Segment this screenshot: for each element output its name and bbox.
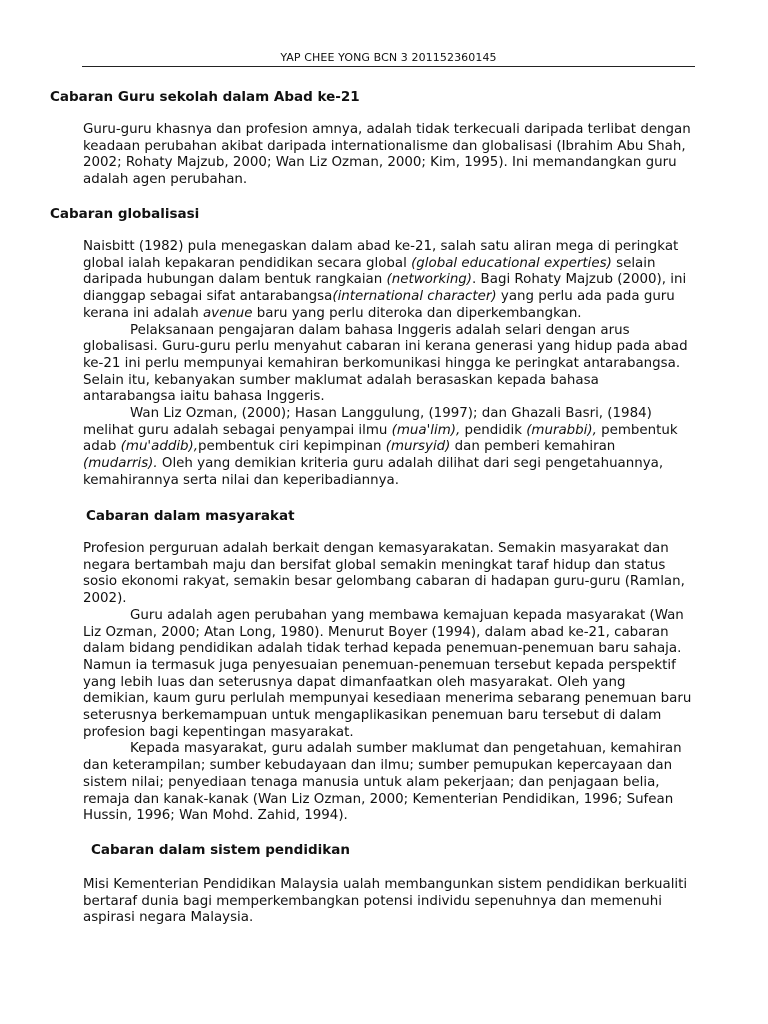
paragraph: Guru-guru khasnya dan profesion amnya, adalah tidak terkecuali daripada terlibat dengan keadaan perubahan akibat daripada internationalisme dan globalisasi (Ibrahim Abu Shah, 2002; Rohaty Majzub, 2000; Wan Liz Ozman, 2000; Kim, 1995). Ini memandangkan guru adalah agen perubahan. [83,122,691,188]
page-header: YAP CHEE YONG BCN 3 201152360145 [280,51,497,64]
section-heading: Cabaran Guru sekolah dalam Abad ke-21 [50,89,360,105]
paragraph: Guru adalah agen perubahan yang membawa kemajuan kepada masyarakat (Wan Liz Ozman, 2000; Atan Long, 1980). Menurut Boyer (1994), dalam abad ke-21, cabaran dalam bidang pendidikan adalah tidak terhad kepada penemuan-penemuan baru sahaja. Namun ia termasuk juga penyesuaian penemuan-penemuan tersebut kepada perspektif yang lebih luas dan seterusnya dapat dimanfaatkan oleh masyarakat. Oleh yang demikian, kaum guru perlulah mempunyai kesediaan menerima sebarang penemuan baru seterusnya berkemampuan untuk mengaplikasikan penemuan baru tersebut di dalam profesion bagi kepentingan masyarakat. [83,607,692,740]
paragraph: Profesion perguruan adalah berkait dengan kemasyarakatan. Semakin masyarakat dan negara bertambah maju dan bersifat global semakin meningkat taraf hidup dan status sosio ekonomi rakyat, semakin besar gelombang cabaran di hadapan guru-guru (Ramlan, 2002). [83,541,685,607]
paragraph: Naisbitt (1982) pula menegaskan dalam abad ke-21, salah satu aliran mega di peringkat global ialah kepakaran pendidikan secara global (global educational experties) selain daripada hubungan dalam bentuk rangkaian (networking). Bagi Rohaty Majzub (2000), ini dianggap sebagai sifat antarabangsa(international character) yang perlu ada pada guru kerana ini adalah avenue baru yang perlu diteroka dan diperkembangkan. [83,239,687,321]
header-divider [82,66,695,67]
paragraph: Kepada masyarakat, guru adalah sumber maklumat dan pengetahuan, kemahiran dan keterampilan; sumber kebudayaan dan ilmu; sumber pemupukan kepercayaan dan sistem nilai; penyediaan tenaga manusia untuk alam pekerjaan; dan penjagaan belia, remaja dan kanak-kanak (Wan Liz Ozman, 2000; Kementerian Pendidikan, 1996; Sufean Hussin, 1996; Wan Mohd. Zahid, 1994). [83,741,682,824]
paragraph: Wan Liz Ozman, (2000); Hasan Langgulung, (1997); dan Ghazali Basri, (1984) melihat guru adalah sebagai penyampai ilmu (mua'lim), pendidik (murabbi), pembentuk adab (mu'addib),pembentuk ciri kepimpinan (mursyid) dan pemberi kemahiran (mudarris). Oleh yang demikian kriteria guru adalah dilihat dari segi pengetahuannya, kemahirannya serta nilai dan keperibadiannya. [83,406,678,488]
section-heading: Cabaran globalisasi [50,206,200,222]
section-heading: Cabaran dalam masyarakat [86,508,295,524]
section-body [83,239,693,490]
section-body [83,541,693,825]
section-body [83,877,693,927]
section-heading: Cabaran dalam sistem pendidikan [91,842,350,858]
section-body [83,122,693,189]
paragraph: Misi Kementerian Pendidikan Malaysia ualah membangunkan sistem pendidikan berkualiti bertaraf dunia bagi memperkembangkan potensi individu sepenuhnya dan memenuhi aspirasi negara Malaysia. [83,877,688,926]
paragraph: Pelaksanaan pengajaran dalam bahasa Inggeris adalah selari dengan arus globalisasi. Guru-guru perlu menyahut cabaran ini kerana generasi yang hidup pada abad ke-21 ini perlu mempunyai kemahiran berkomunikasi hingga ke peringkat antarabangsa. Selain itu, kebanyakan sumber maklumat adalah berasaskan kepada bahasa antarabangsa iaitu bahasa Inggeris. [83,322,688,405]
